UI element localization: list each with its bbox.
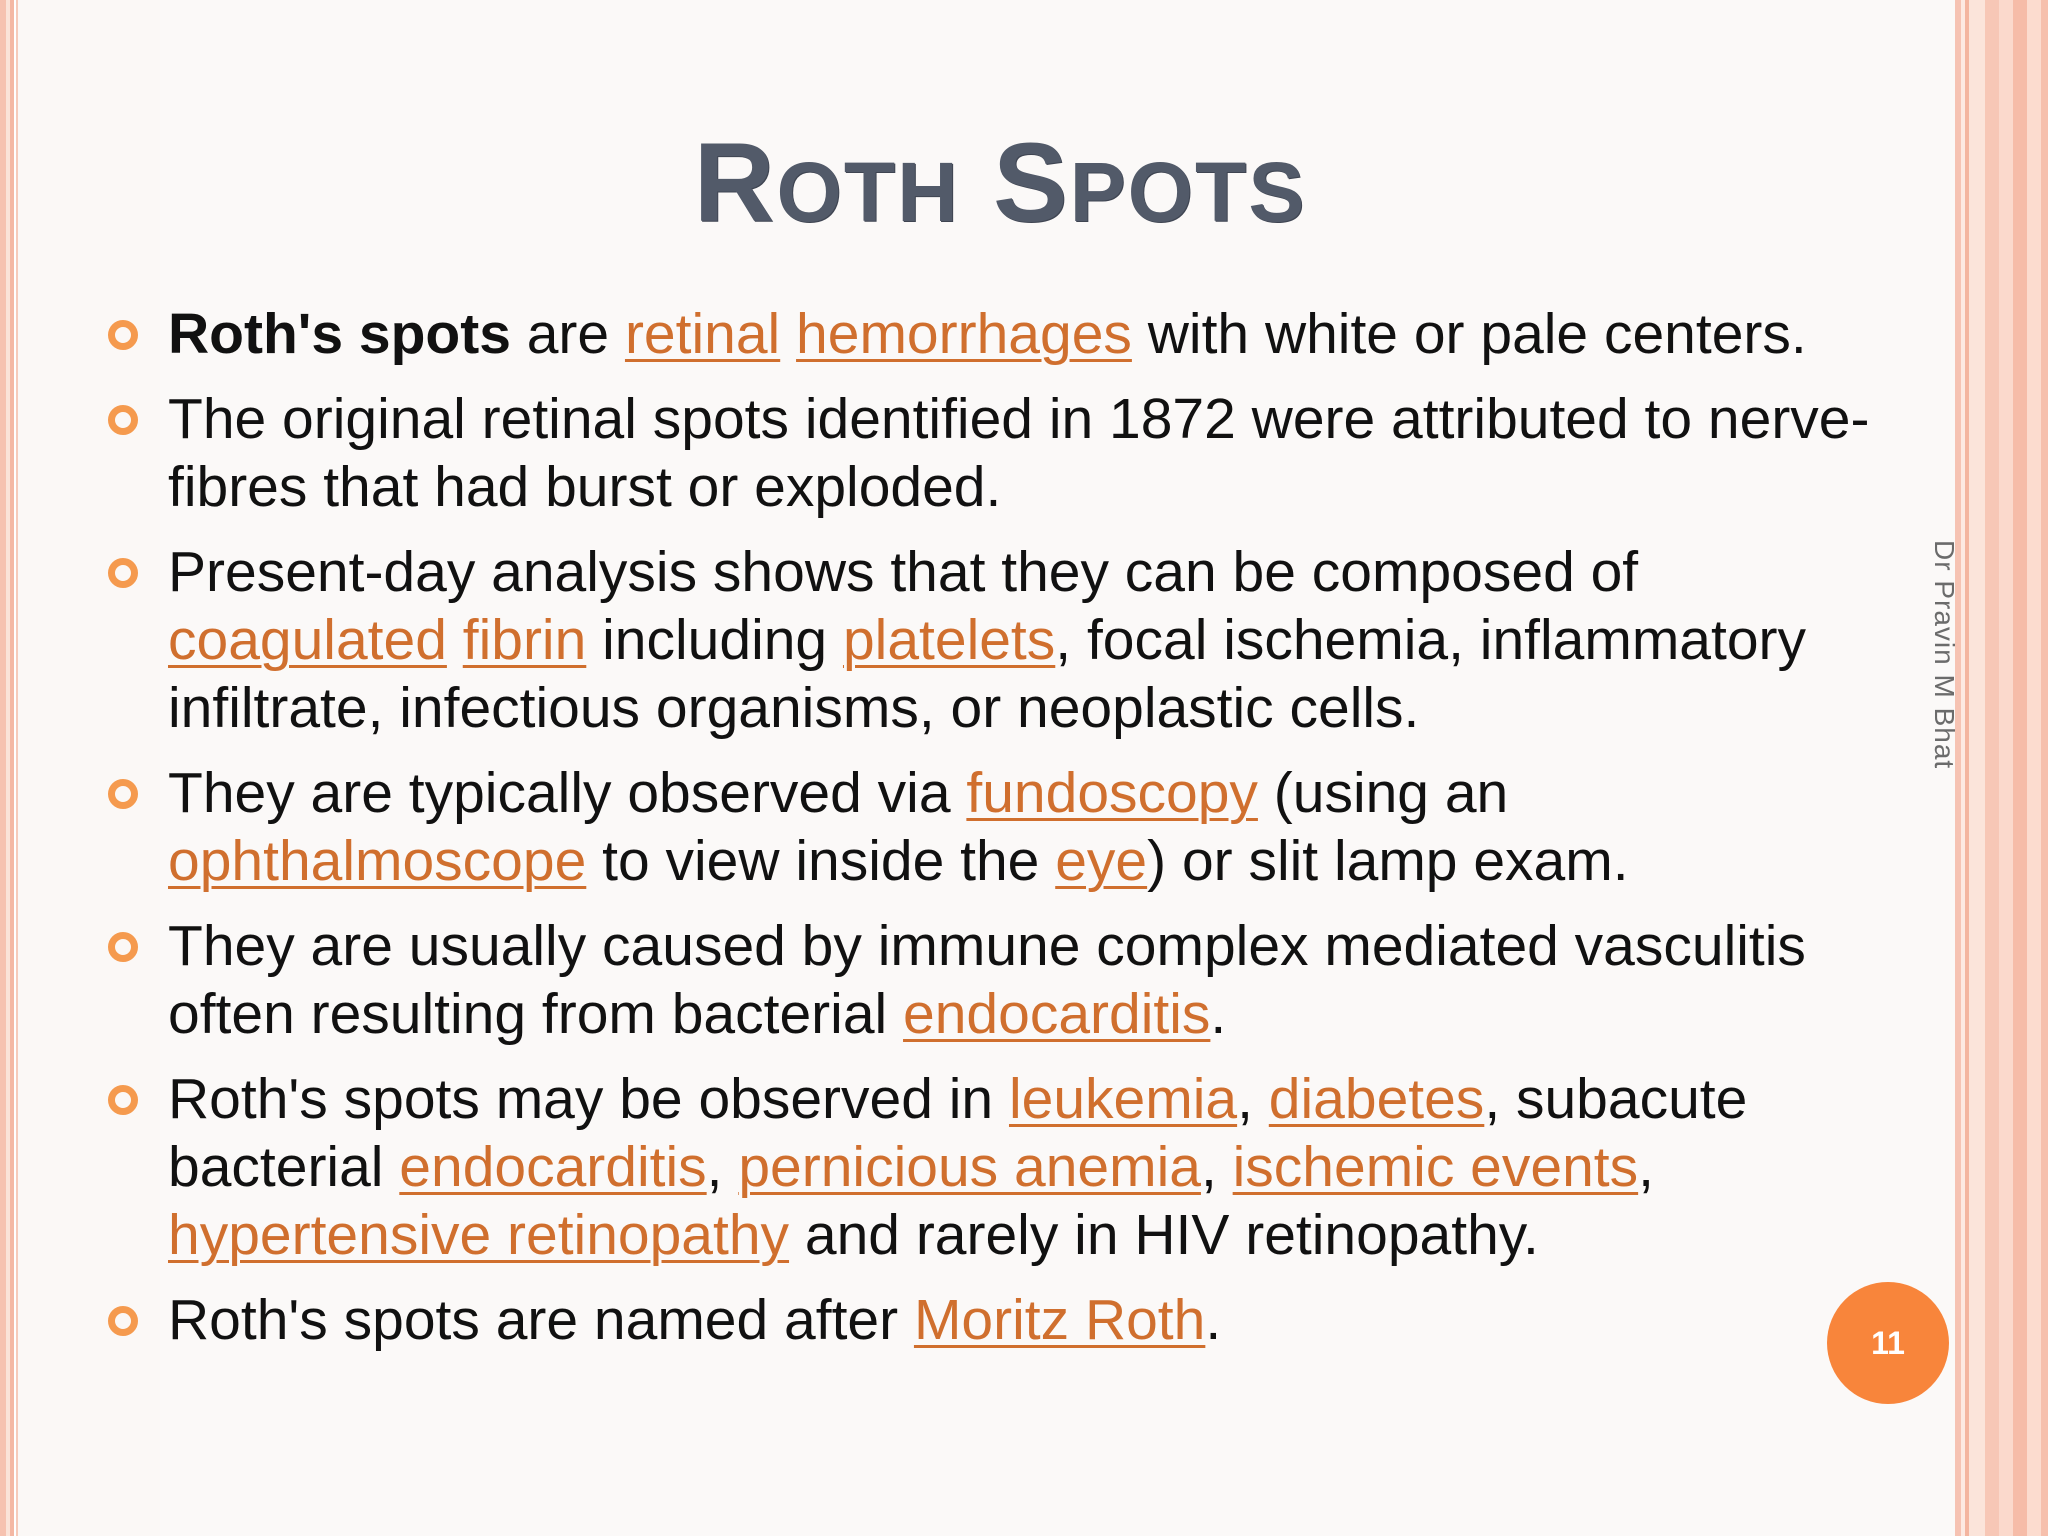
title-rest-1: OTH	[776, 145, 960, 239]
bullet-ring-icon	[108, 320, 138, 350]
text: The original retinal spots identified in 1872 were attributed to nerve-fibres that had burst or exploded.	[168, 387, 1870, 519]
link-ophthalmoscope[interactable]: ophthalmoscope	[168, 829, 587, 893]
bullet-item-2	[100, 385, 1920, 521]
link-fibrin[interactable]: fibrin	[462, 608, 587, 672]
bullet-item-5	[100, 912, 1920, 1048]
link-hypertensive-retinopathy[interactable]: hypertensive retinopathy	[168, 1203, 790, 1267]
text	[447, 608, 463, 672]
link-coagulated[interactable]: coagulated	[168, 608, 447, 672]
page-number-badge: 11	[1827, 1282, 1949, 1404]
title-rest-2: POTS	[1069, 145, 1307, 239]
bullet-list	[100, 300, 1920, 1371]
link-platelets[interactable]: platelets	[842, 608, 1056, 672]
bullet-ring-icon	[108, 558, 138, 588]
link-pernicious-anemia[interactable]: pernicious anemia	[738, 1135, 1201, 1199]
title-initial-2: S	[992, 120, 1070, 245]
text: , subacute bacterial	[168, 1067, 1748, 1199]
text: ,	[706, 1135, 739, 1199]
link-retinal[interactable]: retinal	[624, 302, 781, 366]
link-hemorrhages[interactable]: hemorrhages	[796, 302, 1132, 366]
bullet-item-7	[100, 1286, 1920, 1354]
bullet-ring-icon	[108, 932, 138, 962]
title-initial-1: R	[693, 120, 777, 245]
bullet-item-1	[100, 300, 1920, 368]
bullet-item-3	[100, 538, 1920, 742]
link-fundoscopy[interactable]: fundoscopy	[966, 761, 1258, 825]
link-endocarditis[interactable]: endocarditis	[903, 982, 1211, 1046]
bullet-ring-icon	[108, 779, 138, 809]
text	[780, 302, 796, 366]
author-credit: Dr Pravin M Bhat	[1929, 540, 1960, 770]
text: and rarely in HIV retinopathy.	[789, 1203, 1539, 1267]
link-eye[interactable]: eye	[1055, 829, 1148, 893]
text: ) or slit lamp exam.	[1147, 829, 1629, 893]
text: Roth's spots may be observed in	[168, 1067, 1009, 1131]
text: Roth's spots are named after	[168, 1288, 914, 1352]
bullet-ring-icon	[108, 1085, 138, 1115]
text: (using an	[1257, 761, 1509, 825]
text: They are usually caused by immune complex mediated vasculitis often resulting from bacterial	[168, 914, 1806, 1046]
link-diabetes[interactable]: diabetes	[1268, 1067, 1485, 1131]
bullet-item-6	[100, 1065, 1920, 1269]
text: to view inside the	[586, 829, 1056, 893]
slide-title	[0, 118, 2000, 247]
link-endocarditis-2[interactable]: endocarditis	[399, 1135, 707, 1199]
text: Present-day analysis shows that they can be composed of	[168, 540, 1639, 604]
bold-term: Roth's spots	[168, 302, 511, 366]
text: They are typically observed via	[168, 761, 967, 825]
text: are	[510, 302, 625, 366]
text: , focal ischemia, inflammatory infiltrate, infectious organisms, or neoplastic cells.	[168, 608, 1807, 740]
text: .	[1210, 982, 1227, 1046]
text: ,	[1237, 1067, 1269, 1131]
link-leukemia[interactable]: leukemia	[1008, 1067, 1238, 1131]
text: including	[586, 608, 843, 672]
link-moritz-roth[interactable]: Moritz Roth	[913, 1288, 1206, 1352]
text: ,	[1638, 1135, 1654, 1199]
bullet-item-4	[100, 759, 1920, 895]
text: ,	[1200, 1135, 1233, 1199]
bullet-ring-icon	[108, 1306, 138, 1336]
text: .	[1205, 1288, 1222, 1352]
bullet-ring-icon	[108, 405, 138, 435]
link-ischemic-events[interactable]: ischemic events	[1232, 1135, 1639, 1199]
text: with white or pale centers.	[1131, 302, 1807, 366]
